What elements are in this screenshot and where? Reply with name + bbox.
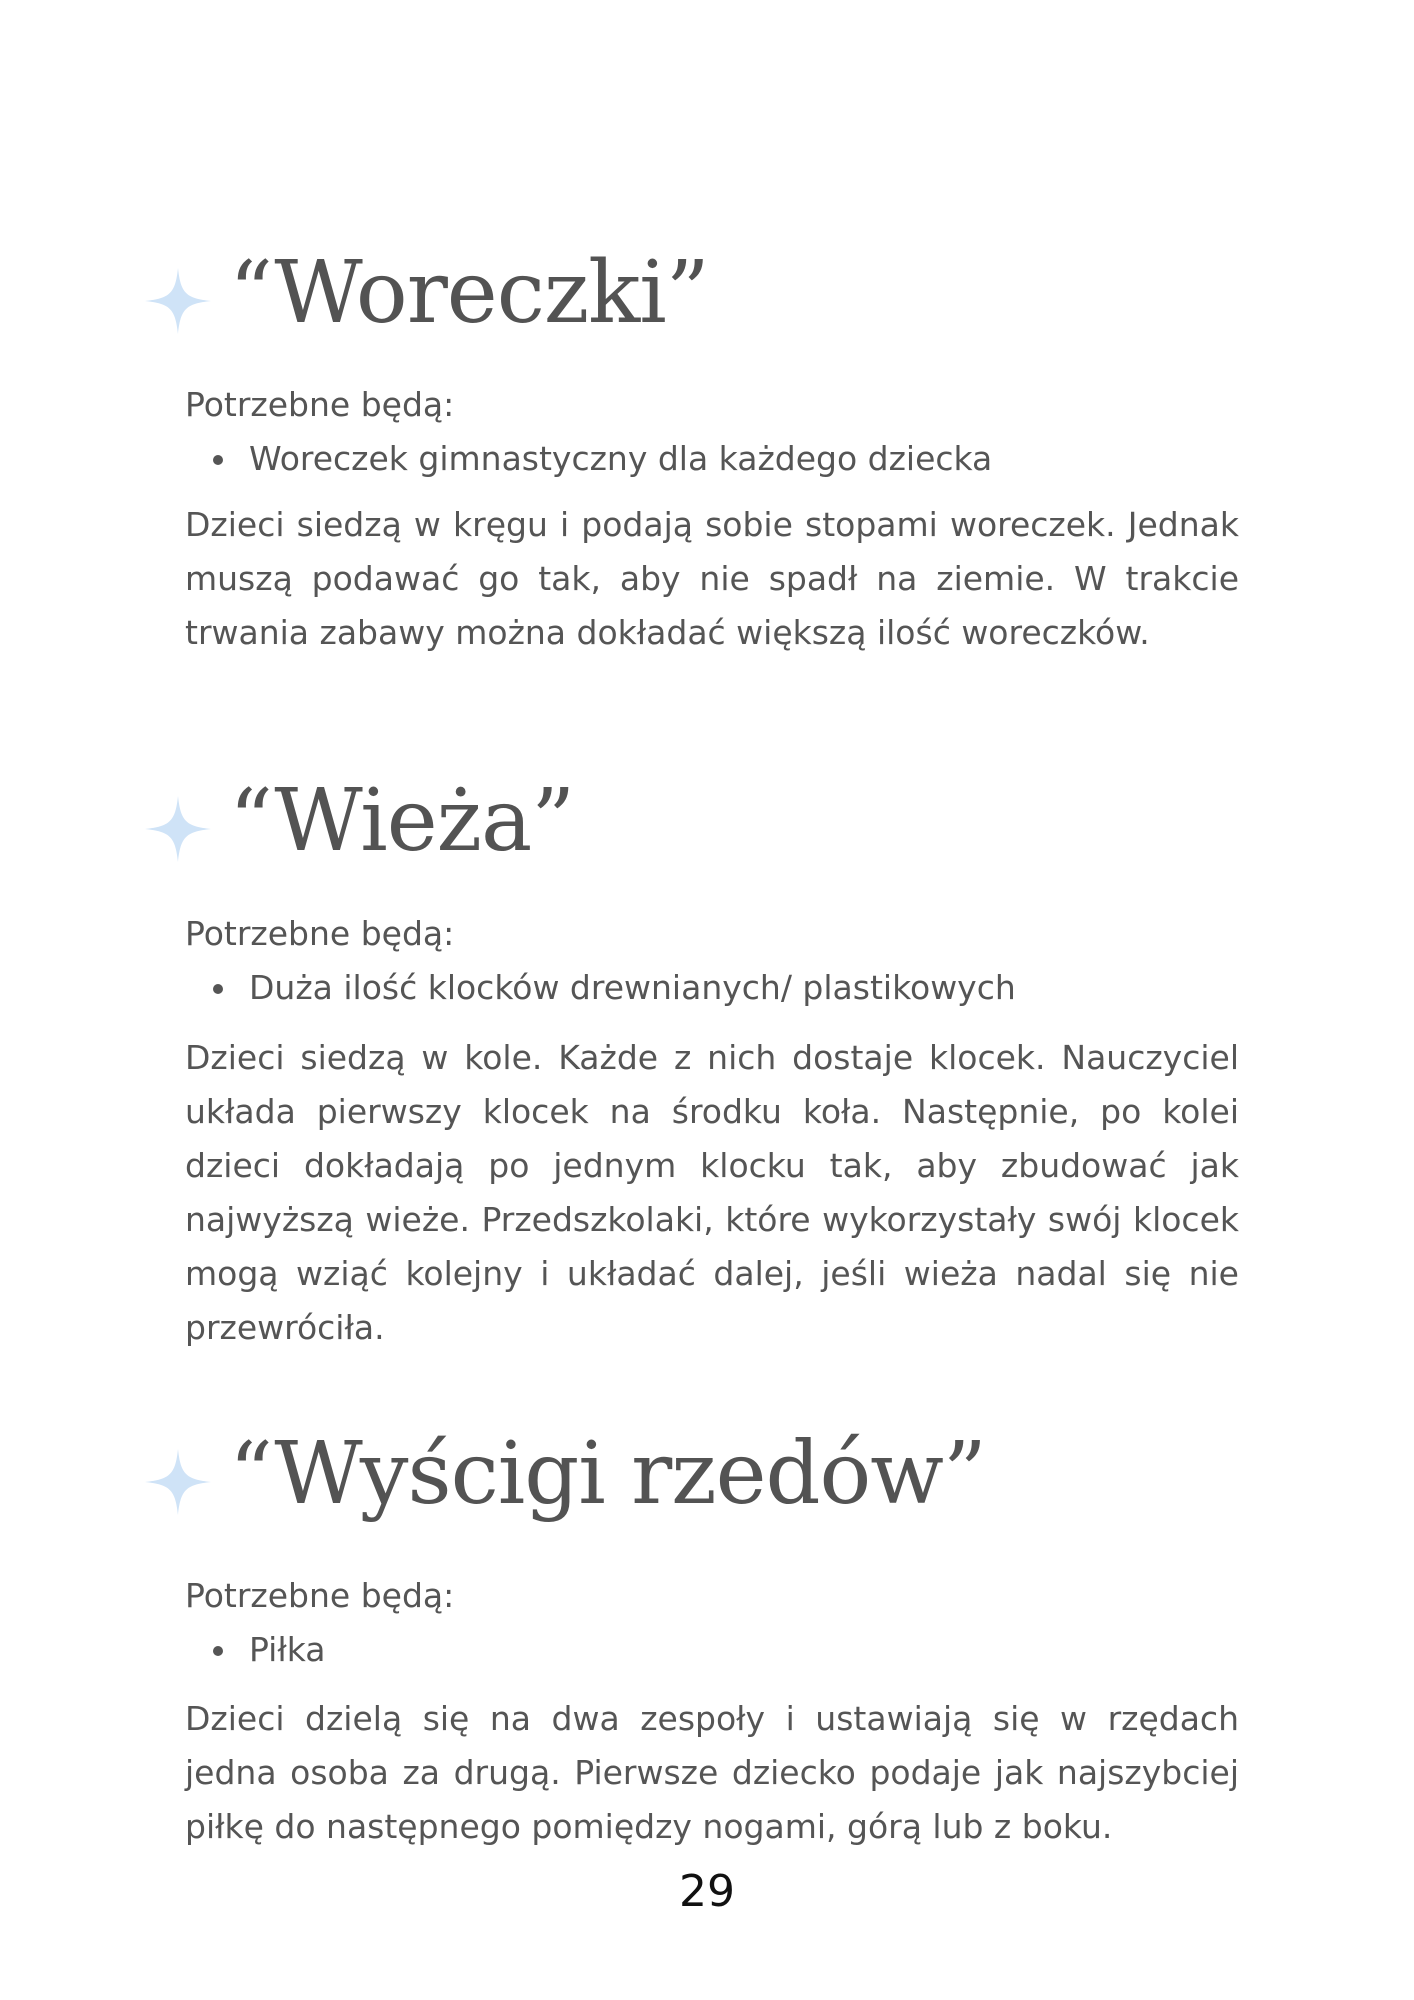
sparkle-icon [145, 268, 211, 334]
section-3-items [185, 1623, 325, 1677]
section-1-needed-label: Potrzebne będą: [185, 385, 455, 424]
section-2-items [185, 961, 1016, 1015]
section-1-heading [145, 238, 709, 348]
section-2-needed-label: Potrzebne będą: [185, 914, 455, 953]
list-item: Piłka [185, 1623, 325, 1677]
section-1-title: “Woreczki” [229, 243, 709, 343]
section-2-description: Dzieci siedzą w kole. Każde z nich dostaje klocek. Nauczyciel układa pierwszy klocek na środku koła. Następnie, po kolei dzieci dokładają po jednym klocku tak, aby zbudować jak najwyższą wieże. Przedszkolaki, które wykorzystały swój klocek mogą wziąć kolejny i układać dalej, jeśli wieża nadal się nie przewróciła. [185, 1038, 1239, 1347]
section-3-heading [145, 1419, 986, 1529]
sparkle-icon [145, 796, 211, 862]
section-3-title: “Wyścigi rzedów” [229, 1424, 986, 1524]
section-1-items [185, 432, 992, 486]
section-2-heading [145, 766, 574, 876]
section-3-description: Dzieci dzielą się na dwa zespoły i ustawiają się w rzędach jedna osoba za drugą. Pierwsze dziecko podaje jak najszybciej piłkę do następnego pomiędzy nogami, górą lub z boku. [185, 1699, 1239, 1846]
sparkle-icon [145, 1449, 211, 1515]
list-item: Woreczek gimnastyczny dla każdego dziecka [185, 432, 992, 486]
page-number: 29 [679, 1866, 735, 1917]
section-3-needed-label: Potrzebne będą: [185, 1576, 455, 1615]
list-item: Duża ilość klocków drewnianych/ plastikowych [185, 961, 1016, 1015]
section-2-title: “Wieża” [229, 771, 575, 871]
section-1-description: Dzieci siedzą w kręgu i podają sobie stopami woreczek. Jednak muszą podawać go tak, aby nie spadł na ziemie. W trakcie trwania zabawy można dokładać większą ilość woreczków. [185, 505, 1239, 652]
